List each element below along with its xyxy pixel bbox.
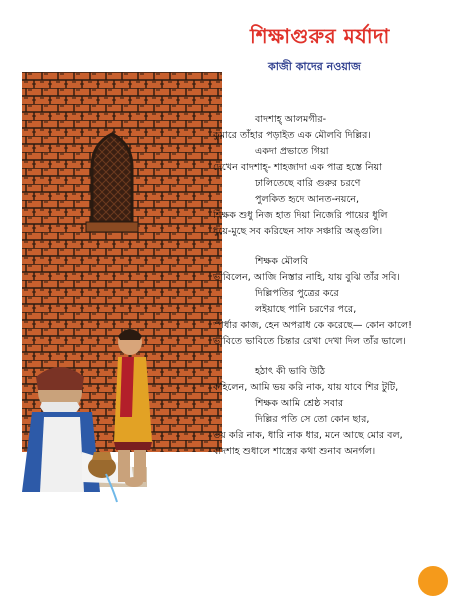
- poem-line: ভাবিলেন, আজি নিস্তার নাহি, যায় বুঝি তাঁর সবি।: [213, 272, 400, 283]
- page-corner-dot: [418, 566, 448, 596]
- stanza-3: [213, 364, 448, 460]
- poem-line: স্পর্ধার কাজ, হেন অপরাধ কে করেছে— কোন কালে!: [213, 320, 412, 331]
- poem-line: ঢালিতেছে বারি গুরুর চরণে: [255, 178, 361, 189]
- stanza-2: [213, 254, 448, 350]
- poem-line: দিল্লির পতি সে তো কোন ছার,: [255, 414, 370, 425]
- poem-line: ভাবিতে ভাবিতে চিন্তার রেখা দেখা দিল তাঁর ভালে।: [213, 336, 406, 347]
- poem-line: বাদশাহ্ আলমগীর-: [255, 114, 327, 125]
- poem-line: কহিলেন, আমি ভয় করি নাক, যায় যাবে শির টুটি,: [213, 382, 399, 393]
- poem-line: দেখেন বাদশাহ্- শাহজাদা এক পাত্র হস্তে নিয়া: [213, 162, 382, 173]
- poem-line: কুমারে তাঁহার পড়াইত এক মৌলবি দিল্লির।: [213, 130, 371, 141]
- poem-line: পুলকিত হৃদে আনত-নয়নে,: [255, 194, 360, 205]
- arched-window: [92, 134, 132, 222]
- poem-author: কাজী কাদের নওয়াজ: [268, 60, 361, 73]
- illustration: [22, 72, 222, 537]
- poem-line: ভয় করি নাক, ধারি নাক ধার, মনে আছে মোর বল,: [213, 430, 403, 441]
- poem-title: শিক্ষাগুরুর মর্যাদা: [250, 24, 390, 48]
- stanza-1: [213, 112, 448, 240]
- poem-line: ধুয়ে-মুছে সব করিছেন সাফ সঞ্চারি অঙ্গুলি।: [213, 226, 383, 237]
- poem-line: একদা প্রভাতে গিয়া: [255, 146, 329, 157]
- poem-line: বাদশাহ শুধালে শাস্ত্রের কথা শুনাব অনর্গল।: [213, 446, 376, 457]
- poem-line: লইয়াছে পানি চরণের পরে,: [255, 304, 357, 315]
- poem-line: শিক্ষক মৌলবি: [255, 256, 309, 267]
- poem-line: শিক্ষক আমি শ্রেষ্ঠ সবার: [255, 398, 344, 409]
- poem-line: শিক্ষক শুধু নিজ হাত দিয়া নিজেরি পায়ের ধুলি: [213, 210, 388, 221]
- poem-line: দিল্লিপতির পুত্রের করে: [255, 288, 339, 299]
- poem-line: হঠাৎ কী ভাবি উঠি: [255, 366, 326, 377]
- poem-body: [213, 112, 448, 460]
